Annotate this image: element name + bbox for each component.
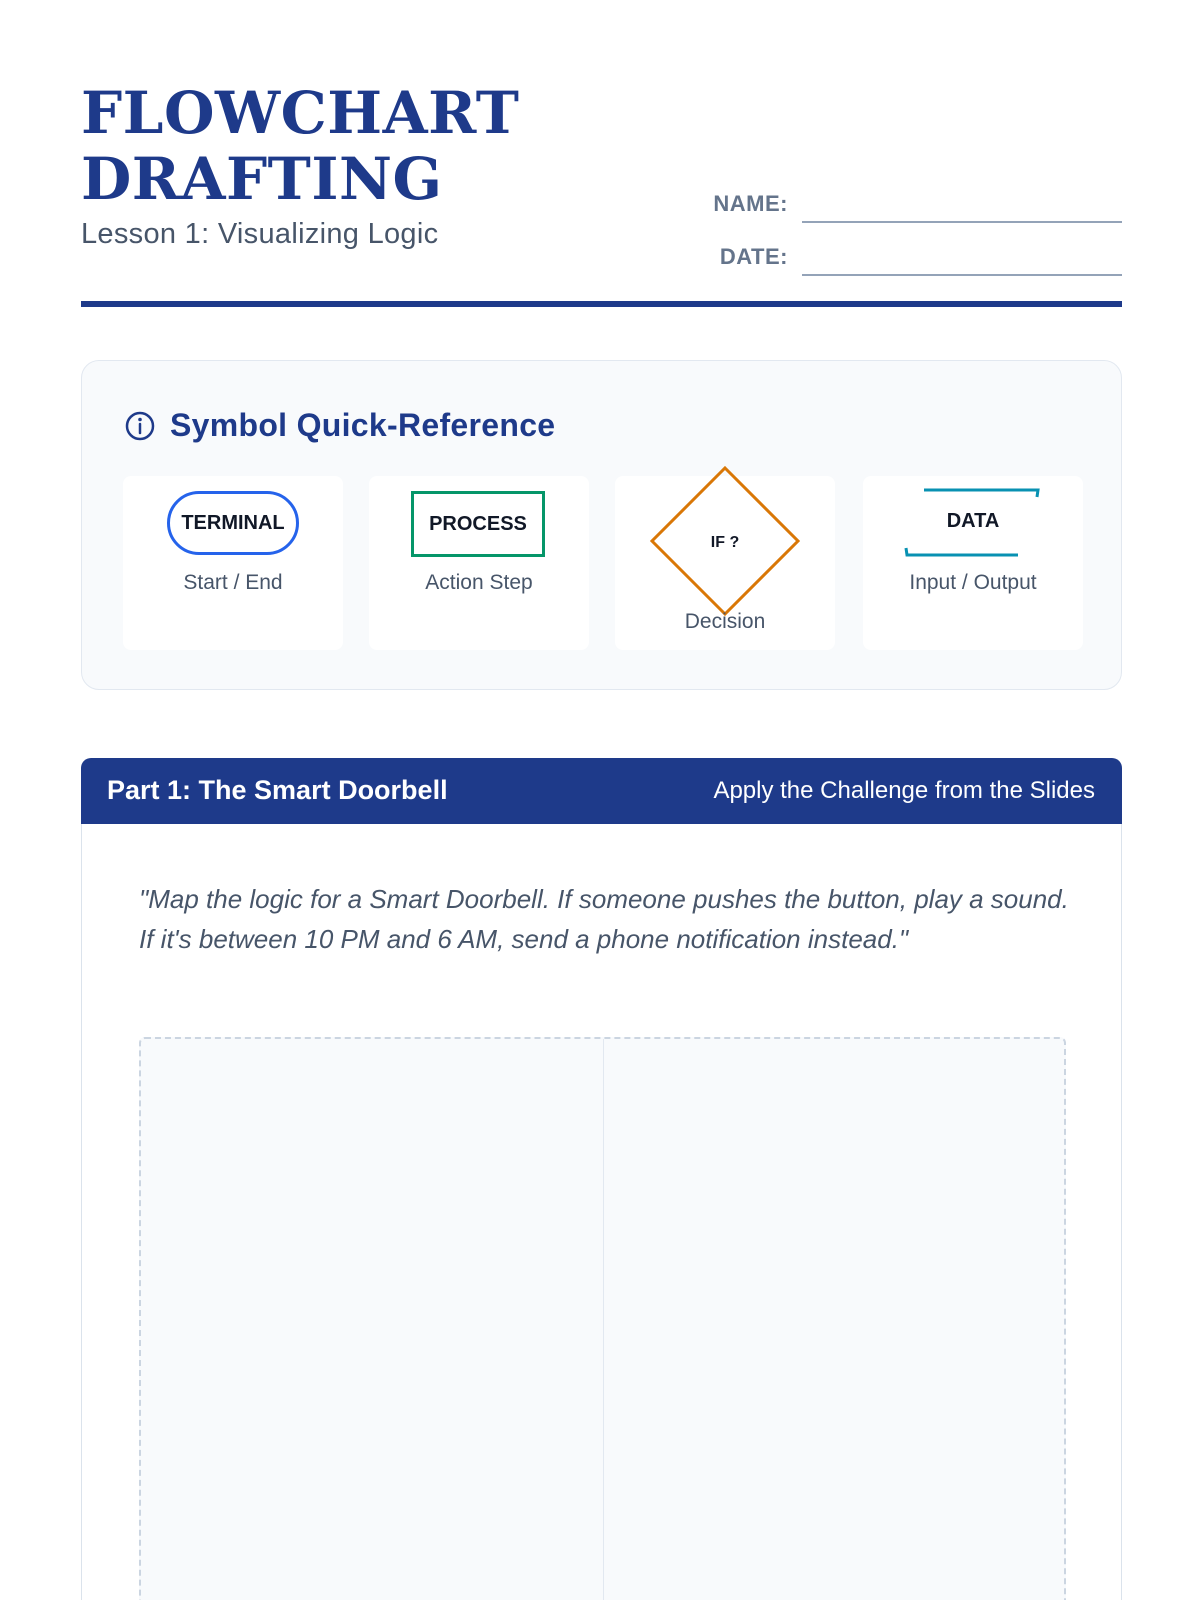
symbol-card-process xyxy=(369,476,589,650)
date-label: DATE: xyxy=(719,244,788,269)
part-1-title: Part 1: The Smart Doorbell xyxy=(107,775,448,805)
worksheet-header xyxy=(81,80,1122,306)
date-row xyxy=(702,223,1122,276)
name-field[interactable] xyxy=(802,193,1122,223)
challenge-prompt: "Map the logic for a Smart Doorbell. If someone pushes the button, play a sound. If it's between 10 PM and 6 AM, send a phone notification instead." xyxy=(139,884,1069,954)
title-line-2: DRAFTING xyxy=(81,145,443,213)
symbol-reference-panel xyxy=(81,360,1122,690)
info-circle-icon xyxy=(124,410,156,442)
name-label: NAME: xyxy=(713,191,788,216)
symbol-card-terminal xyxy=(123,476,343,650)
title-line-1: FLOWCHART xyxy=(81,79,520,147)
symbol-card-data xyxy=(863,476,1083,650)
reference-title: Symbol Quick-Reference xyxy=(170,407,556,443)
student-info-fields xyxy=(702,170,1122,276)
part-1-section xyxy=(81,758,1122,1600)
flowchart-drawing-area[interactable] xyxy=(139,1037,1066,1600)
date-field[interactable] xyxy=(802,246,1122,276)
part-1-header xyxy=(81,758,1122,824)
decision-caption: Decision xyxy=(684,610,766,633)
terminal-shape xyxy=(167,491,299,555)
symbol-card-decision xyxy=(615,476,835,650)
header-divider xyxy=(81,301,1122,307)
name-row xyxy=(702,170,1122,223)
drawing-area-divider xyxy=(603,1039,604,1600)
process-label: PROCESS xyxy=(429,512,527,535)
lesson-subtitle: Lesson 1: Visualizing Logic xyxy=(81,218,439,250)
decision-label: IF ? xyxy=(710,534,740,551)
process-caption: Action Step xyxy=(425,571,533,594)
process-shape xyxy=(411,491,545,557)
symbol-cards xyxy=(123,476,1083,650)
part-1-body xyxy=(81,824,1122,1600)
terminal-label: TERMINAL xyxy=(181,511,285,534)
reference-heading xyxy=(124,407,555,444)
part-1-subtitle: Apply the Challenge from the Slides xyxy=(713,777,1095,804)
data-label: DATA xyxy=(946,510,1000,532)
terminal-caption: Start / End xyxy=(183,571,283,594)
data-caption: Input / Output xyxy=(909,571,1037,594)
